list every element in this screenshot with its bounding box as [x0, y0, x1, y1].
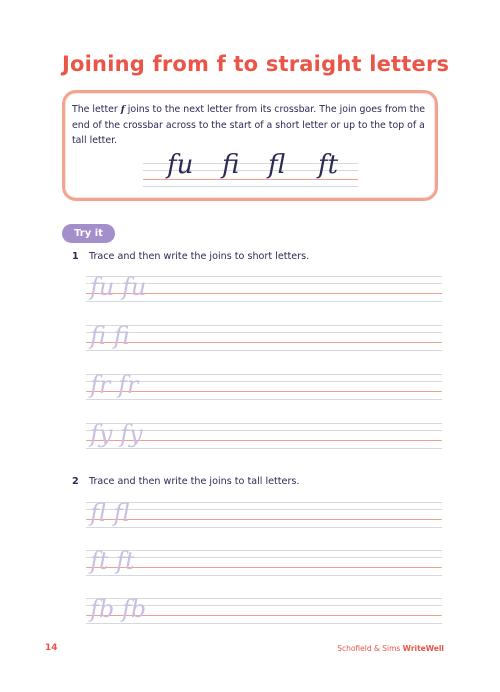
trace-row: ft ft	[90, 547, 135, 575]
writing-band[interactable]	[86, 325, 442, 353]
exercise-1-text: Trace and then write the joins to short letters.	[89, 251, 310, 262]
publisher-credit	[337, 644, 444, 653]
intro-text-after: joins to the next letter from its crossbar. The join goes from the end of the crossbar across to the start of a short letter or up to the top of a tall letter.	[72, 104, 426, 146]
trace-row: fb fb	[90, 595, 147, 623]
exercise-2-text: Trace and then write the joins to tall letters.	[89, 476, 300, 487]
trace-row: fl fl	[90, 499, 130, 527]
example-fu: fu	[167, 150, 194, 180]
trace-row: fi fi	[90, 322, 130, 350]
example-fl: fl	[268, 150, 286, 180]
writing-band[interactable]	[86, 374, 442, 402]
writing-band[interactable]	[86, 502, 442, 530]
publisher-brand: WriteWell	[402, 644, 444, 653]
writing-band[interactable]	[86, 550, 442, 578]
example-ft: ft	[318, 150, 339, 180]
exercise-2-number: 2	[72, 476, 79, 487]
trace-row: fu fu	[90, 273, 147, 301]
intro-letter: f	[120, 104, 125, 115]
example-fi: fi	[222, 150, 240, 180]
intro-text-before: The letter	[72, 104, 121, 115]
exercise-2-instruction	[72, 476, 299, 487]
page-title: Joining from f to straight letters	[62, 52, 450, 76]
exercise-1-number: 1	[72, 251, 79, 262]
trace-row: fr fr	[90, 371, 139, 399]
exercise-1-instruction	[72, 251, 309, 262]
intro-text	[72, 102, 432, 149]
trace-row: fy fy	[90, 420, 143, 448]
publisher-prefix: Schofield & Sims	[337, 644, 403, 653]
page-number: 14	[45, 643, 58, 653]
try-it-badge: Try it	[62, 224, 115, 243]
